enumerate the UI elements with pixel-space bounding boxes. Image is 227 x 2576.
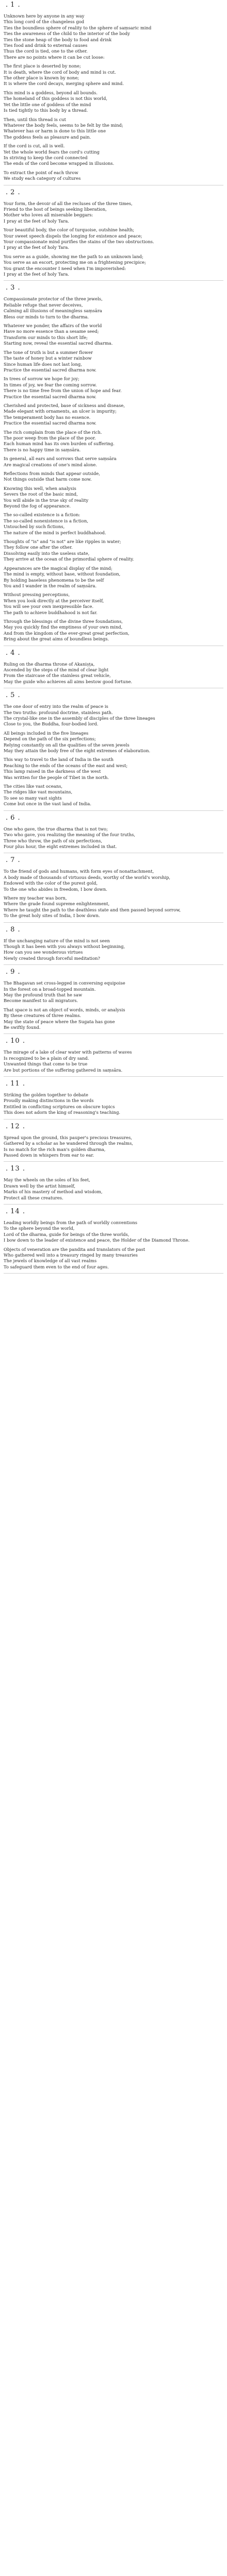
verse-line: Whatever the body feels, seems to be felt by the mind;: [4, 122, 123, 128]
verse-line: By these creatures of three realms.: [4, 1013, 82, 1019]
verse-line: Drawn well by the artist himself,: [4, 1183, 75, 1189]
verse-line: Transform our minds to this short life;: [4, 334, 88, 340]
stanza: [4, 784, 223, 807]
stanza: [4, 376, 223, 400]
poem-collection: [0, 0, 227, 1274]
verse-line: Is no match for the rich man's golden dharma,: [4, 1146, 106, 1152]
stanza: [4, 13, 223, 60]
verse-line: Relying constantly on all the qualities of the seven jewels: [4, 742, 129, 748]
stanza: [4, 430, 223, 453]
verse-line: Cherished and protected, base of sickness and disease,: [4, 402, 125, 408]
verse-line: The first place is deserted by none;: [4, 63, 81, 69]
stanza: [4, 1135, 223, 1159]
verse-line: They follow one after the other.: [4, 545, 73, 550]
verse-line: You will see your own inexpressible face.: [4, 604, 94, 609]
poem-section: [4, 814, 223, 854]
verse-line: Leading worldly beings from the path of worldly conventions: [4, 1219, 138, 1225]
section-number: . 10 .: [6, 1037, 25, 1045]
verse-line: Not things outside that harm come now.: [4, 477, 92, 482]
section-divider: [4, 1119, 223, 1120]
stanza: [4, 456, 223, 468]
poem-section: [4, 1, 223, 185]
verse-line: Untouched by such fictions,: [4, 524, 65, 530]
verse-line: Bring about the great aims of boundless beings.: [4, 636, 109, 642]
verse-line: Whatever has or harm is done to this little one: [4, 128, 106, 134]
verse-line: Ties the boundless sphere of reality to the sphere of saṃsaric mind: [4, 25, 152, 30]
verse-line: Reaching to the ends of the oceans of the east and west;: [4, 762, 128, 768]
verse-line: Unwanted things that come to be true: [4, 1061, 88, 1067]
verse-line: Depend on the path of the six perfections;: [4, 736, 96, 742]
verse-line: Who gathered well into a treasury ringed by many treasuries: [4, 1252, 138, 1258]
verse-line: The one door of entry into the realm of peace is: [4, 704, 108, 709]
verse-line: The path to achieve buddhahood is not far.: [4, 609, 98, 615]
verse-line: The ridges like vast mountains,: [4, 789, 73, 795]
verse-line: Knowing this well, when analysis: [4, 485, 76, 491]
verse-line: The taste of honey but a winter rainbow: [4, 355, 92, 361]
stanza: [4, 170, 223, 182]
verse-line: Without pressing perceptions,: [4, 592, 70, 598]
verse-line: I pray at the feet of holy Tara.: [4, 272, 70, 277]
verse-line: Dissolving easily into the useless state,: [4, 550, 90, 556]
verse-line: There are no points where it can be cut loose:: [4, 54, 105, 60]
verse-line: Each human mind has its own burden of suffering.: [4, 441, 115, 447]
stanza: [4, 1007, 223, 1031]
verse-line: The crystal-like one in the assembly of disciples of the three lineages: [4, 716, 155, 721]
verse-line: The tone of truth is but a summer flower: [4, 349, 93, 355]
verse-line: They arrive at the ocean of the primordial sphere of reality.: [4, 556, 134, 562]
verse-line: There is no happy time in saṃsāra.: [4, 447, 81, 452]
verse-line: In trees of sorrow we hope for joy;: [4, 376, 79, 382]
verse-line: The two truths: profound doctrine, stainless path.: [4, 709, 113, 715]
poem-section: [4, 1208, 223, 1274]
stanza: [4, 254, 223, 278]
verse-line: Mother who loves all miserable beggars:: [4, 212, 93, 218]
verse-line: This way to travel to the land of India in the south: [4, 757, 113, 762]
verse-line: Marks of his mastery of method and wisdom,: [4, 1189, 103, 1195]
verse-line: Ruling on the dharma throne of Akaniṣṭa,: [4, 661, 95, 667]
section-number: . 8 .: [6, 925, 21, 934]
verse-line: Have no more essence than a sesame seed;: [4, 329, 99, 334]
stanza: [4, 980, 223, 1004]
verse-line: Reflections from minds that appear outside,: [4, 471, 100, 476]
verse-line: You serve as a guide, showing me the path to an unknown land;: [4, 253, 143, 259]
verse-line: The homeland of this goddess is not this world,: [4, 96, 107, 101]
verse-line: Appearances are the magical display of the mind;: [4, 565, 112, 571]
verse-line: By holding baseless phenomena to be the self: [4, 577, 104, 583]
poem-section: [4, 856, 223, 922]
verse-line: And from the kingdom of the ever-great great perfection,: [4, 630, 129, 636]
verse-line: It is death, where the cord of body and mind is cut.: [4, 69, 116, 75]
section-number: . 13 .: [6, 1165, 25, 1173]
verse-line: Your compassionate mind purifies the stains of the two obstructions.: [4, 239, 154, 244]
stanza: [4, 63, 223, 87]
verse-line: Made elegant with ornaments, an ulcer is impurity;: [4, 409, 117, 414]
verse-line: The cities like vast oceans,: [4, 784, 63, 789]
section-number: . 1 .: [6, 1, 21, 9]
verse-line: Compassionate protector of the three jewels,: [4, 296, 103, 302]
section-number: . 5 .: [6, 691, 21, 700]
section-divider: [4, 1273, 223, 1274]
verse-line: Spread upon the ground, this pauper's precious treasures,: [4, 1134, 132, 1140]
verse-line: To the friend of gods and humans, with form eyes of nonattachment,: [4, 869, 154, 874]
section-divider: [4, 922, 223, 923]
verse-line: Is recognized to be a plain of dry sand.: [4, 1055, 89, 1061]
stanza: [4, 731, 223, 754]
verse-line: Close to you, the Buddha, four-bodied lord.: [4, 721, 99, 727]
verse-line: Though it has been with you always without beginning,: [4, 943, 125, 949]
stanza: [4, 938, 223, 962]
verse-line: The nature of the mind is perfect buddhahood.: [4, 530, 106, 535]
verse-line: Friend to the host of beings seeking liberation,: [4, 206, 107, 212]
verse-line: When you look directly at the perceiver itself,: [4, 598, 104, 603]
verse-line: In times of joy, we fear the coming sorrow.: [4, 382, 97, 387]
verse-line: To the one who abides in freedom, I bow down.: [4, 886, 107, 892]
verse-line: I pray at the feet of holy Tara.: [4, 218, 70, 224]
verse-line: There is no time free from the union of hope and fear.: [4, 388, 122, 394]
section-number: . 14 .: [6, 1207, 25, 1215]
section-divider: [4, 1161, 223, 1162]
verse-line: To extract the point of each throw: [4, 170, 78, 175]
verse-line: Lord of the dharma, guide for beings of the three worlds,: [4, 1231, 129, 1237]
verse-line: This long cord of the changeless god: [4, 19, 85, 25]
verse-line: In striving to keep the cord connected: [4, 155, 88, 160]
verse-line: Are magical creations of one's mind alone.: [4, 462, 97, 467]
verse-line: Protect all these creatures.: [4, 1195, 63, 1200]
verse-line: Entitled in conflicting scriptures on obscure topics: [4, 1104, 115, 1109]
stanza: [4, 323, 223, 347]
verse-line: Striking the golden together to debate: [4, 1092, 88, 1098]
verse-line: Thoughts of "is" and "is not" are like ripples in water;: [4, 539, 121, 545]
stanza: [4, 350, 223, 374]
verse-line: Your beautiful body, the color of turquoise, outshine health;: [4, 227, 135, 233]
verse-line: Severs the root of the basic mind,: [4, 492, 78, 497]
stanza: [4, 1177, 223, 1201]
verse-line: The other place is known by none;: [4, 75, 79, 81]
section-divider: [4, 1076, 223, 1077]
verse-line: The so-called nonexistence is a fiction,: [4, 518, 89, 523]
section-number: . 3 .: [6, 284, 21, 292]
stanza: [4, 895, 223, 919]
section-divider: [4, 1033, 223, 1034]
verse-line: The jewels of knowledge of all vast realms: [4, 1258, 97, 1264]
stanza: [4, 619, 223, 642]
stanza: [4, 704, 223, 727]
verse-line: You grant the encounter I need when I'm impoverished:: [4, 265, 126, 271]
section-number: . 6 .: [6, 814, 21, 822]
verse-line: Two who gave, you realizing the meaning of the four truths,: [4, 832, 136, 838]
verse-line: That space is not an object of words, minds, or analysis: [4, 1007, 125, 1012]
verse-line: Ties the stone heap of the body to food and drink: [4, 37, 112, 42]
stanza: [4, 566, 223, 589]
verse-line: Ties the awareness of the child to the interior of the body: [4, 31, 130, 37]
section-number: . 7 .: [6, 856, 21, 865]
verse-line: From the staircase of the stainless great vehicle,: [4, 673, 111, 679]
verse-line: Endowed with the color of the purest gold,: [4, 880, 98, 886]
verse-line: Since human life does not last long,: [4, 361, 82, 367]
verse-line: May the profound truth that he saw: [4, 992, 83, 997]
verse-line: May the state of peace where the Sugata has gone: [4, 1019, 115, 1024]
verse-line: The goddess feels as pleasure and pain.: [4, 134, 91, 140]
verse-line: The rich complain from the place of the rich.: [4, 429, 102, 435]
verse-line: The mirage of a lake of clear water with patterns of waves: [4, 1049, 132, 1055]
verse-line: A body made of thousands of virtuous deeds, worthy of the world's worship,: [4, 874, 171, 880]
stanza: [4, 143, 223, 167]
verse-line: How can you see wonderous virtues: [4, 950, 83, 955]
poem-section: [4, 1080, 223, 1120]
poem-section: [4, 926, 223, 965]
verse-line: Passed down in whispers from ear to ear.: [4, 1152, 94, 1158]
stanza: [4, 1247, 223, 1270]
section-number: . 4 .: [6, 649, 21, 657]
verse-line: This mind is a goddess, beyond all bounds.: [4, 90, 98, 95]
stanza: [4, 1092, 223, 1116]
verse-line: This does not adorn the king of reasoning's teaching.: [4, 1110, 121, 1115]
verse-line: It is where the cord decays, merging sphere and mind.: [4, 81, 124, 87]
stanza: [4, 471, 223, 483]
verse-line: We study each category of cultures: [4, 176, 81, 181]
stanza: [4, 539, 223, 563]
verse-line: Are but portions of the suffering gathered in saṃsāra.: [4, 1067, 123, 1073]
verse-line: Three who throw, the path of six perfections,: [4, 838, 102, 843]
stanza: [4, 486, 223, 510]
verse-line: May they attain the body free of the eight extremes of elaboration.: [4, 748, 151, 754]
section-divider: [4, 1204, 223, 1205]
verse-line: Then, until this thread is cut: [4, 116, 67, 122]
verse-line: Gathered by a scholar as he wandered through the realms,: [4, 1141, 133, 1146]
verse-line: Where my teacher was born,: [4, 895, 67, 901]
verse-line: May the wheels on the soles of his feet,: [4, 1177, 90, 1183]
verse-line: Newly created through forceful meditation?: [4, 955, 101, 961]
verse-line: Objects of veneration are the pandita and translators of the past: [4, 1246, 145, 1252]
verse-line: Calming all illusions of meaningless saṃsāra: [4, 308, 102, 314]
verse-line: In the forest on a broad-topped mountain.: [4, 986, 96, 992]
verse-line: Ascended by the steps of the mind of clear light: [4, 667, 109, 672]
verse-line: Starting now, reveal the essential sacred dharma.: [4, 341, 113, 346]
verse-line: To the great holy sites of India, I bow down.: [4, 913, 100, 919]
verse-line: Come but once in the vast land of India.: [4, 801, 91, 807]
section-number: . 9 .: [6, 968, 21, 976]
verse-line: Thus the cord is tied, one to the other.: [4, 48, 88, 54]
stanza: [4, 227, 223, 251]
stanza: [4, 512, 223, 536]
verse-line: The poor weep from the place of the poor.: [4, 435, 96, 440]
verse-line: This lamp raised in the darkness of the west: [4, 769, 101, 774]
verse-line: Yet the little one of goddess of the mind: [4, 101, 91, 107]
stanza: [4, 869, 223, 892]
verse-line: Where he taught the path to the deathless state and then passed beyond sorrow,: [4, 907, 181, 912]
verse-line: Your form, the devoir of all the recluses of the three times,: [4, 200, 133, 206]
verse-line: Four plus hour, the eight extremes included in that.: [4, 843, 117, 849]
poem-section: [4, 649, 223, 689]
poem-section: [4, 1037, 223, 1077]
verse-line: I pray at the feet of holy Tara.: [4, 245, 70, 250]
verse-line: To the sphere beyond the world,: [4, 1226, 75, 1231]
verse-line: Through the blessings of the divine three foundations,: [4, 618, 123, 624]
section-divider: [4, 810, 223, 811]
verse-line: I bow down to the leader of existence and peace, the Holder of the Diamond Throne.: [4, 1238, 190, 1243]
verse-line: Ties food and drink to external causes: [4, 43, 88, 48]
stanza: [4, 826, 223, 850]
poem-section: [4, 1165, 223, 1205]
verse-line: To see so many vast sights: [4, 795, 62, 801]
section-number: . 11 .: [6, 1080, 25, 1088]
verse-line: One who gave, the true dharma that is not two;: [4, 826, 108, 832]
stanza: [4, 296, 223, 320]
verse-line: The so-called existence is a fiction:: [4, 512, 80, 518]
verse-line: If the cord is cut, all is well.: [4, 143, 65, 149]
verse-line: Was written for the people of Tibet in the north.: [4, 774, 109, 780]
verse-line: To safeguard them even to the end of four ages.: [4, 1264, 109, 1269]
stanza: [4, 90, 223, 114]
verse-line: Practice the essential sacred dharma now.: [4, 420, 96, 426]
poem-section: [4, 691, 223, 811]
verse-line: All beings included in the five lineages: [4, 730, 89, 736]
verse-line: Whatever we ponder, the affairs of the world: [4, 323, 102, 329]
stanza: [4, 1049, 223, 1073]
verse-line: May you quickly find the emptiness of your own mind,: [4, 624, 123, 630]
stanza: [4, 757, 223, 781]
stanza: [4, 1220, 223, 1244]
poem-section: [4, 284, 223, 646]
verse-line: Practice the essential sacred dharma now.: [4, 394, 96, 399]
poem-section: [4, 968, 223, 1034]
section-number: . 2 .: [6, 188, 21, 196]
verse-line: Unknown here by anyone in any way: [4, 13, 85, 19]
verse-line: You will abide in the true sky of reality: [4, 497, 89, 503]
verse-line: If the unchanging nature of the mind is not seen: [4, 938, 110, 943]
verse-line: Yet the whole world fears the cord's cutting: [4, 149, 100, 155]
stanza: [4, 117, 223, 141]
section-number: . 12 .: [6, 1122, 25, 1130]
verse-line: Practice the essential sacred dharma now.: [4, 367, 96, 372]
stanza: [4, 403, 223, 427]
verse-line: Where the grade found supreme enlightenment,: [4, 901, 110, 907]
verse-line: The Bhagavan set cross-legged in conversing equipoise: [4, 980, 125, 986]
stanza: [4, 592, 223, 616]
verse-line: May the guide who achieves all aims bestow good fortune.: [4, 679, 133, 684]
verse-line: The mind is empty, without base, without foundation,: [4, 571, 121, 577]
stanza: [4, 201, 223, 225]
verse-line: The temperament body has no essence.: [4, 414, 91, 420]
verse-line: Proudly making distinctions in the words: [4, 1098, 94, 1104]
poem-section: [4, 1123, 223, 1162]
verse-line: Be swiftly found.: [4, 1025, 41, 1030]
verse-line: Bless our minds to turn to the dharma.: [4, 314, 89, 319]
section-divider: [4, 280, 223, 281]
verse-line: The ends of the cord become wrapped in illusions.: [4, 161, 115, 166]
stanza: [4, 662, 223, 685]
verse-line: In general, all ears and sorrows that serve saṃsāra: [4, 456, 117, 462]
verse-line: Is tied tightly to this body by a thread.: [4, 108, 88, 113]
poem-section: [4, 189, 223, 281]
section-divider: [4, 964, 223, 965]
verse-line: You serve as an escort, protecting me on a frightening precipice;: [4, 260, 146, 265]
verse-line: Reliable refuge that never deceives,: [4, 302, 83, 308]
verse-line: Become manifest to all migrators.: [4, 998, 78, 1004]
verse-line: You and I wander in the realm of saṃsāra.: [4, 583, 97, 588]
verse-line: Your sweet speech dispels the longing for existence and peace;: [4, 233, 142, 239]
verse-line: Beyond the fog of appearance.: [4, 503, 71, 509]
